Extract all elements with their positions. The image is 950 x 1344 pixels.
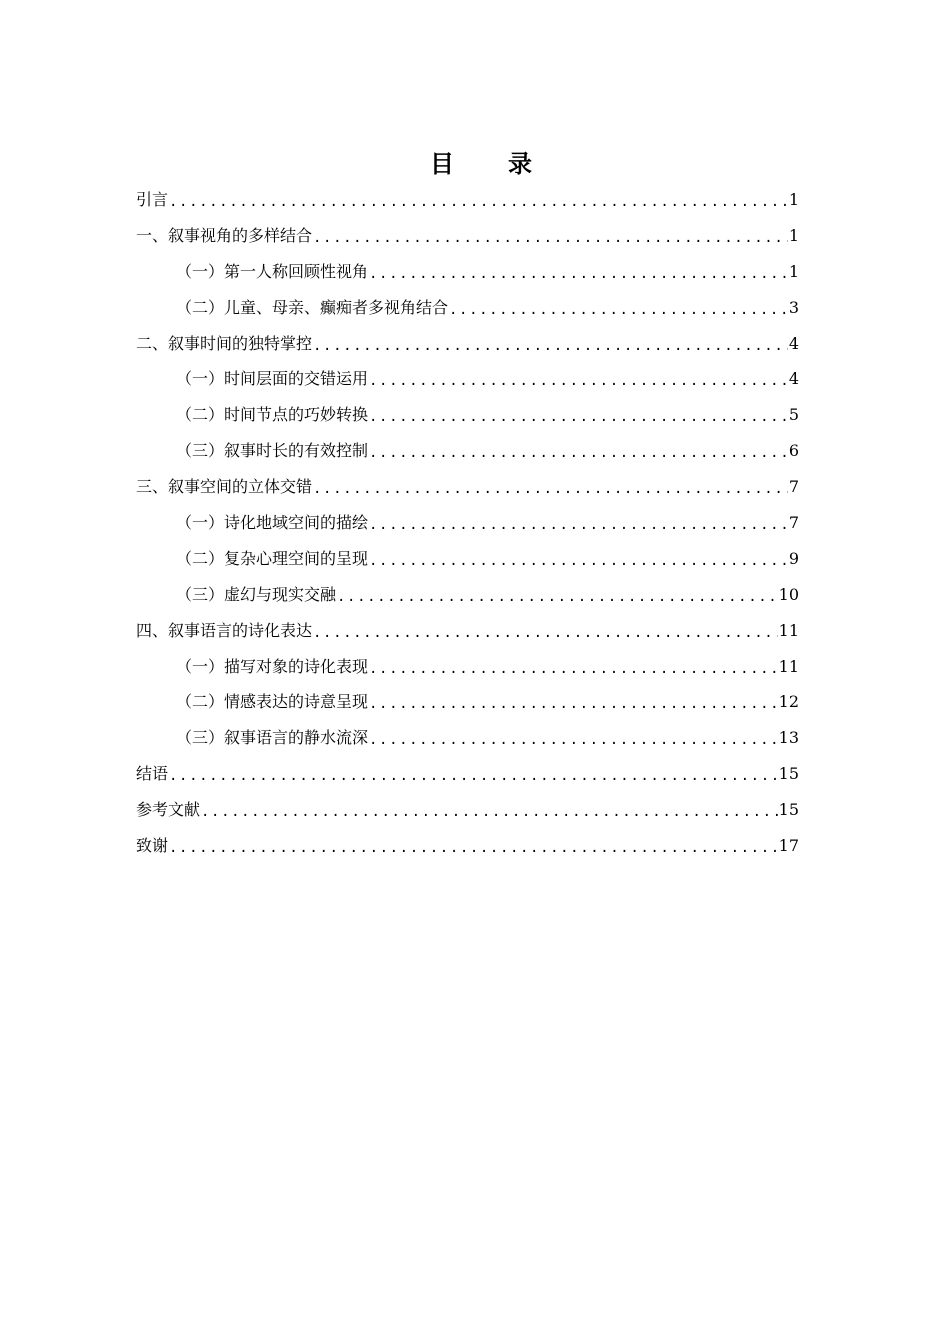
toc-dot-leader: [369, 371, 788, 391]
toc-entry-label: （三）虚幻与现实交融: [176, 584, 337, 604]
toc-title: [0, 146, 950, 182]
toc-entry-label: （一）诗化地域空间的描绘: [176, 512, 369, 532]
toc-title-text: [430, 146, 532, 182]
toc-dot-leader: [313, 228, 788, 248]
toc-page-number: 5: [788, 405, 799, 425]
toc-entry-label: （三）叙事语言的静水流深: [176, 728, 369, 748]
toc-subentry[interactable]: [136, 505, 799, 541]
toc-subentry[interactable]: [136, 684, 799, 720]
toc-page-number: 10: [778, 584, 799, 604]
toc-dot-leader: [313, 336, 788, 356]
toc-page-number: 17: [778, 835, 799, 855]
toc-entry-label: 四、叙事语言的诗化表达: [136, 620, 313, 640]
toc-dot-leader: [169, 766, 778, 786]
toc-page-number: 11: [778, 656, 799, 676]
toc-entry[interactable]: [136, 613, 799, 649]
table-of-contents: [136, 182, 799, 864]
toc-entry-label: （一）第一人称回顾性视角: [176, 261, 369, 281]
toc-entry-label: 参考文献: [136, 800, 201, 820]
toc-entry[interactable]: [136, 828, 799, 864]
toc-entry-label: 二、叙事时间的独特掌控: [136, 333, 313, 353]
toc-entry-label: 一、叙事视角的多样结合: [136, 225, 313, 245]
toc-entry[interactable]: [136, 792, 799, 828]
toc-dot-leader: [369, 515, 788, 535]
toc-dot-leader: [369, 551, 788, 571]
toc-entry-label: （一）描写对象的诗化表现: [176, 656, 369, 676]
toc-dot-leader: [201, 802, 778, 822]
toc-page-number: 1: [788, 261, 799, 281]
toc-title-char-1: 目: [430, 150, 454, 178]
toc-dot-leader: [369, 443, 788, 463]
toc-entry-label: 三、叙事空间的立体交错: [136, 477, 313, 497]
toc-page-number: 1: [788, 225, 799, 245]
toc-subentry[interactable]: [136, 290, 799, 326]
toc-entry-label: （一）时间层面的交错运用: [176, 369, 369, 389]
toc-dot-leader: [313, 623, 778, 643]
toc-dot-leader: [369, 407, 788, 427]
toc-subentry[interactable]: [136, 541, 799, 577]
toc-page-number: 9: [788, 548, 799, 568]
toc-entry[interactable]: [136, 469, 799, 505]
toc-dot-leader: [369, 659, 778, 679]
toc-page-number: 12: [778, 692, 799, 712]
toc-page-number: 6: [788, 441, 799, 461]
toc-entry-label: （二）儿童、母亲、癫痴者多视角结合: [176, 297, 449, 317]
toc-entry-label: （二）复杂心理空间的呈现: [176, 548, 369, 568]
toc-page-number: 4: [788, 333, 799, 353]
toc-subentry[interactable]: [136, 433, 799, 469]
toc-entry[interactable]: [136, 182, 799, 218]
toc-subentry[interactable]: [136, 720, 799, 756]
toc-page-number: 1: [788, 189, 799, 209]
toc-subentry[interactable]: [136, 254, 799, 290]
toc-page-number: 4: [788, 369, 799, 389]
toc-entry[interactable]: [136, 326, 799, 362]
toc-subentry[interactable]: [136, 361, 799, 397]
toc-page-number: 15: [778, 764, 799, 784]
toc-page-number: 11: [778, 620, 799, 640]
toc-dot-leader: [369, 730, 778, 750]
toc-page-number: 13: [778, 728, 799, 748]
toc-dot-leader: [369, 264, 788, 284]
toc-page-number: 3: [788, 297, 799, 317]
toc-dot-leader: [169, 838, 778, 858]
toc-subentry[interactable]: [136, 649, 799, 685]
toc-page-number: 7: [788, 477, 799, 497]
toc-dot-leader: [449, 300, 788, 320]
toc-title-char-2: 录: [508, 150, 532, 178]
toc-entry-label: 结语: [136, 764, 169, 784]
toc-entry-label: （二）情感表达的诗意呈现: [176, 692, 369, 712]
toc-page-number: 15: [778, 800, 799, 820]
toc-entry-label: 引言: [136, 189, 169, 209]
toc-subentry[interactable]: [136, 577, 799, 613]
toc-dot-leader: [337, 587, 778, 607]
toc-dot-leader: [313, 479, 788, 499]
toc-dot-leader: [169, 192, 788, 212]
toc-entry[interactable]: [136, 218, 799, 254]
toc-entry-label: （二）时间节点的巧妙转换: [176, 405, 369, 425]
toc-subentry[interactable]: [136, 397, 799, 433]
toc-entry[interactable]: [136, 756, 799, 792]
toc-entry-label: 致谢: [136, 835, 169, 855]
toc-page-number: 7: [788, 512, 799, 532]
toc-dot-leader: [369, 694, 778, 714]
toc-entry-label: （三）叙事时长的有效控制: [176, 441, 369, 461]
